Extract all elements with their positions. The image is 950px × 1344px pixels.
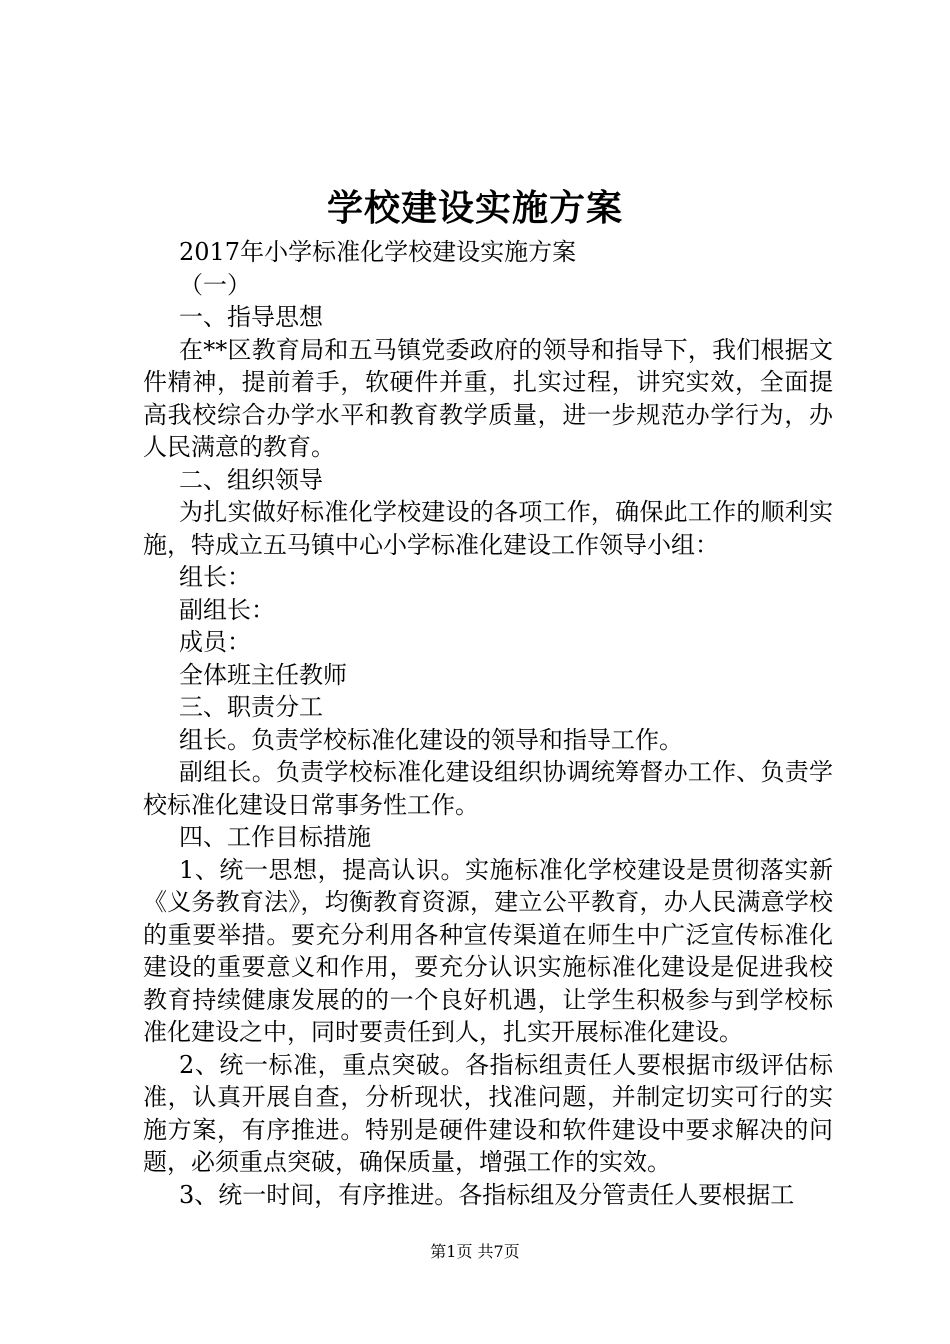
paragraph-part-marker: （一） bbox=[179, 270, 251, 299]
paragraph-guiding-thought: 在**区教育局和五马镇党委政府的领导和指导下，我们根据文件精神，提前着手，软硬件并重，扎实过程，讲究实效，全面提高我校综合办学水平和教育教学质量，进一步规范办学行为，办人民满意的教育。 bbox=[143, 335, 833, 461]
document-body bbox=[143, 236, 833, 1211]
paragraph-goal-3: 3、统一时间，有序推进。各指标组及分管责任人要根据工 bbox=[179, 1180, 795, 1209]
paragraph-deputy-leader: 副组长： bbox=[179, 595, 275, 624]
page-footer: 第1页 共7页 bbox=[430, 1242, 520, 1261]
paragraph-goal-1: 1、统一思想，提高认识。实施标准化学校建设是贯彻落实新《义务教育法》，均衡教育资源，建立公平教育，办人民满意学校的重要举措。要充分利用各种宣传渠道在师生中广泛宣传标准化建设的重要意义和作用，要充分认识实施标准化建设是促进我校教育持续健康发展的的一个良好机遇，让学生积极参与到学校标准化建设之中，同时要责任到人，扎实开展标准化建设。 bbox=[143, 855, 833, 1046]
paragraph-goal-2: 2、统一标准，重点突破。各指标组责任人要根据市级评估标准，认真开展自查，分析现状，找准问题，并制定切实可行的实施方案，有序推进。特别是硬件建设和软件建设中要求解决的问题，必须重点突破，确保质量，增强工作的实效。 bbox=[143, 1050, 833, 1176]
paragraph-deputy-duty: 副组长。负责学校标准化建设组织协调统筹督办工作、负责学校标准化建设日常事务性工作。 bbox=[143, 758, 833, 819]
paragraph-leader-duty: 组长。负责学校标准化建设的领导和指导工作。 bbox=[179, 725, 683, 754]
paragraph-organization: 为扎实做好标准化学校建设的各项工作，确保此工作的顺利实施，特成立五马镇中心小学标准化建设工作领导小组： bbox=[143, 498, 833, 559]
document-title: 学校建设实施方案 bbox=[326, 187, 623, 229]
paragraph-members: 成员： bbox=[179, 628, 251, 656]
paragraph-leader: 组长： bbox=[179, 563, 251, 591]
section-heading-organization: 二、组织领导 bbox=[179, 465, 323, 494]
section-heading-responsibilities: 三、职责分工 bbox=[179, 693, 323, 721]
section-heading-guiding-thought: 一、指导思想 bbox=[179, 303, 323, 331]
section-heading-goals: 四、工作目标措施 bbox=[179, 823, 371, 851]
paragraph-subtitle: 2017年小学标准化学校建设实施方案 bbox=[179, 238, 577, 266]
paragraph-members-list: 全体班主任教师 bbox=[179, 660, 347, 689]
